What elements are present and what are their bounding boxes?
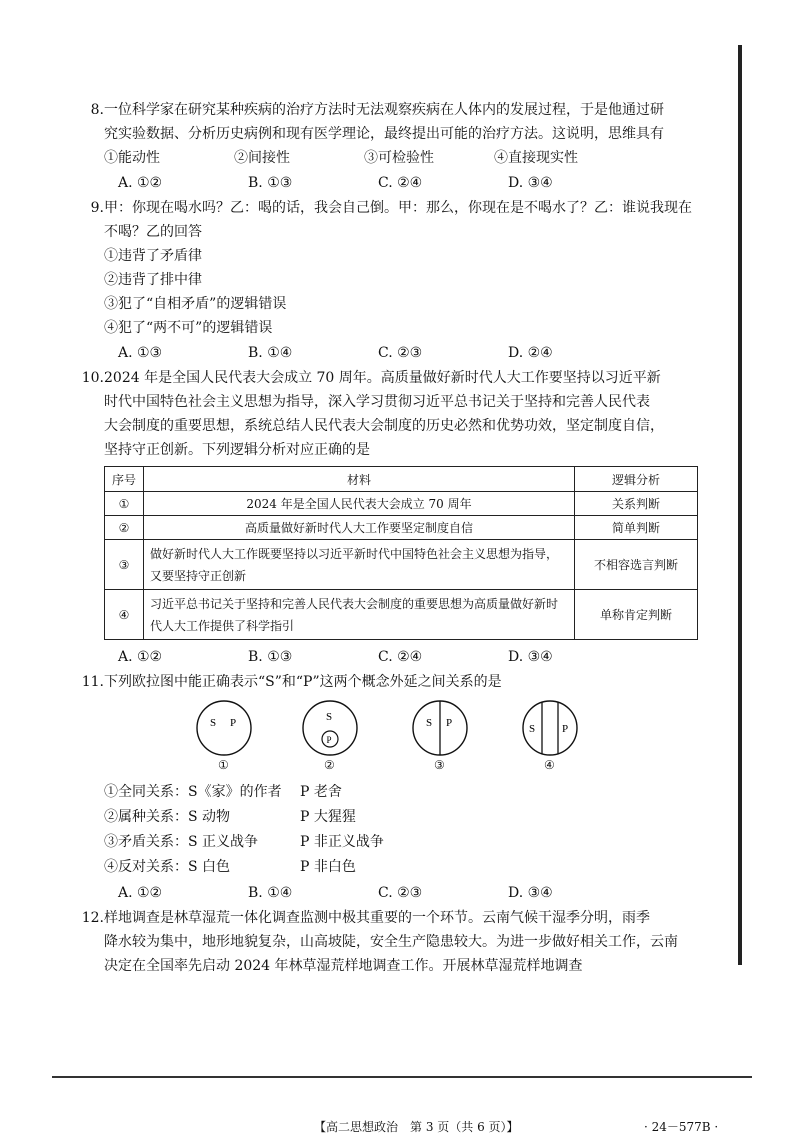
footer-code: · 24－577B · xyxy=(644,1120,719,1134)
question-12 xyxy=(81,906,724,978)
statement-item: ②违背了排中律 xyxy=(104,272,202,288)
relation-item xyxy=(104,830,724,855)
scan-edge-bar xyxy=(738,45,742,965)
material-table xyxy=(104,466,698,640)
option-d: D. ③④ xyxy=(508,885,553,901)
option-a: A. ①② xyxy=(118,175,163,191)
question-11 xyxy=(81,670,724,906)
statement-item: ①违背了矛盾律 xyxy=(104,248,202,264)
letter-s: S xyxy=(326,711,333,723)
table-header: 材料 xyxy=(144,467,575,492)
option-a: A. ①③ xyxy=(118,345,163,361)
row-analysis: 简单判断 xyxy=(575,516,698,540)
relation-p: P 老舍 xyxy=(300,784,342,800)
euler-diagram-2 xyxy=(300,698,360,758)
relation-s: ④反对关系：S 白色 xyxy=(104,859,231,875)
option-b: B. ①③ xyxy=(248,649,293,665)
row-number: ② xyxy=(105,516,144,540)
question-number: 12. xyxy=(81,910,104,926)
statement-item: ①能动性 xyxy=(104,150,160,166)
question-stem-line: 大会制度的重要思想，系统总结人民代表大会制度的历史必然和优势功效，坚定制度自信， xyxy=(104,418,664,434)
option-c: C. ②④ xyxy=(378,649,423,665)
answer-options xyxy=(104,880,724,906)
row-material: 高质量做好新时代人大工作要坚定制度自信 xyxy=(144,516,575,540)
table-row xyxy=(105,540,698,590)
question-stem-line: 2024 年是全国人民代表大会成立 70 周年。高质量做好新时代人大工作要坚持以习近平新 xyxy=(104,370,661,386)
option-b: B. ①③ xyxy=(248,175,293,191)
bottom-rule xyxy=(52,1076,752,1078)
row-number: ① xyxy=(105,492,144,516)
question-number: 11. xyxy=(81,674,104,690)
question-stem-line: 不喝？乙的回答 xyxy=(104,224,202,240)
relation-s: ③矛盾关系：S 正义战争 xyxy=(104,834,259,850)
question-stem-line: 决定在全国率先启动 2024 年林草湿荒样地调查工作。开展林草湿荒样地调查 xyxy=(104,958,583,974)
question-stem-line: 甲：你现在喝水吗？乙：喝的话，我会自己倒。甲：那么，你现在是不喝水了？乙：谁说我现在 xyxy=(104,200,692,216)
option-c: C. ②③ xyxy=(378,345,423,361)
table-row xyxy=(105,492,698,516)
relation-s: ①全同关系：S《家》的作者 xyxy=(104,784,282,800)
question-stem-line: 降水较为集中，地形地貌复杂，山高坡陡，安全生产隐患较大。为进一步做好相关工作，云南 xyxy=(104,934,678,950)
euler-diagrams xyxy=(104,698,724,776)
letter-p: P xyxy=(562,723,569,735)
table-row xyxy=(105,590,698,640)
relation-p: P 大猩猩 xyxy=(300,809,356,825)
letter-p: P xyxy=(446,717,453,729)
option-a: A. ①② xyxy=(118,885,163,901)
statement-item: ④犯了“两不可”的逻辑错误 xyxy=(104,320,273,336)
footer-page-info: 【高二思想政治 第 3 页（共 6 页）】 xyxy=(314,1120,519,1134)
row-analysis: 关系判断 xyxy=(575,492,698,516)
option-c: C. ②③ xyxy=(378,885,423,901)
statement-list xyxy=(104,146,724,170)
question-stem-line: 坚持守正创新。下列逻辑分析对应正确的是 xyxy=(104,442,370,458)
letter-s: S xyxy=(210,717,217,729)
letter-p: P xyxy=(230,717,237,729)
option-c: C. ②④ xyxy=(378,175,423,191)
statement-item: ③可检验性 xyxy=(364,150,434,166)
question-9 xyxy=(90,196,724,366)
option-b: B. ①④ xyxy=(248,345,293,361)
option-d: D. ②④ xyxy=(508,345,553,361)
diagram-label: ① xyxy=(218,758,229,772)
question-10 xyxy=(81,366,724,670)
letter-p: P xyxy=(326,735,332,745)
row-material: 做好新时代人大工作既要坚持以习近平新时代中国特色社会主义思想为指导，又要坚持守正创新 xyxy=(144,540,575,590)
row-number: ④ xyxy=(105,590,144,640)
table-header: 逻辑分析 xyxy=(575,467,698,492)
circle-sp xyxy=(197,701,251,755)
diagram-label: ③ xyxy=(434,758,445,772)
diagram-label: ② xyxy=(324,758,335,772)
euler-diagram-1 xyxy=(194,698,254,758)
table-row xyxy=(105,516,698,540)
relation-s: ②属种关系：S 动物 xyxy=(104,809,231,825)
row-material: 2024 年是全国人民代表大会成立 70 周年 xyxy=(144,492,575,516)
relation-p: P 非白色 xyxy=(300,859,356,875)
exam-page xyxy=(81,98,724,1134)
answer-options xyxy=(104,644,724,670)
question-stem-line: 下列欧拉图中能正确表示“S”和“P”这两个概念外延之间关系的是 xyxy=(104,674,502,690)
answer-options xyxy=(104,170,724,196)
relation-p: P 非正义战争 xyxy=(300,834,384,850)
question-stem-line: 时代中国特色社会主义思想为指导，深入学习贯彻习近平总书记关于坚持和完善人民代表 xyxy=(104,394,650,410)
question-number: 8. xyxy=(90,102,104,118)
diagram-label: ④ xyxy=(544,758,555,772)
question-stem-line: 样地调查是林草湿荒一体化调查监测中极其重要的一个环节。云南气候干湿季分明，雨季 xyxy=(104,910,650,926)
statement-item: ③犯了“自相矛盾”的逻辑错误 xyxy=(104,296,287,312)
table-header: 序号 xyxy=(105,467,144,492)
question-number: 10. xyxy=(81,370,104,386)
question-stem-line: 究实验数据、分析历史病例和现有医学理论，最终提出可能的治疗方法。这说明，思维具有 xyxy=(104,126,664,142)
letter-s: S xyxy=(529,723,536,735)
row-number: ③ xyxy=(105,540,144,590)
euler-diagram-3 xyxy=(410,698,470,758)
question-number: 9. xyxy=(90,200,104,216)
relation-item xyxy=(104,855,724,880)
option-d: D. ③④ xyxy=(508,649,553,665)
statement-item: ②间接性 xyxy=(234,150,290,166)
answer-options xyxy=(104,340,724,366)
question-8 xyxy=(90,98,724,196)
euler-diagram-4 xyxy=(520,698,580,758)
relation-item xyxy=(104,805,724,830)
statement-item: ④直接现实性 xyxy=(494,150,578,166)
row-analysis: 不相容选言判断 xyxy=(575,540,698,590)
table-header-row xyxy=(105,467,698,492)
relation-item xyxy=(104,780,724,805)
option-b: B. ①④ xyxy=(248,885,293,901)
row-material: 习近平总书记关于坚持和完善人民代表大会制度的重要思想为高质量做好新时代人大工作提供了科学指引 xyxy=(144,590,575,640)
letter-s: S xyxy=(426,717,433,729)
option-d: D. ③④ xyxy=(508,175,553,191)
row-analysis: 单称肯定判断 xyxy=(575,590,698,640)
question-stem-line: 一位科学家在研究某种疾病的治疗方法时无法观察疾病在人体内的发展过程，于是他通过研 xyxy=(104,102,664,118)
option-a: A. ①② xyxy=(118,649,163,665)
